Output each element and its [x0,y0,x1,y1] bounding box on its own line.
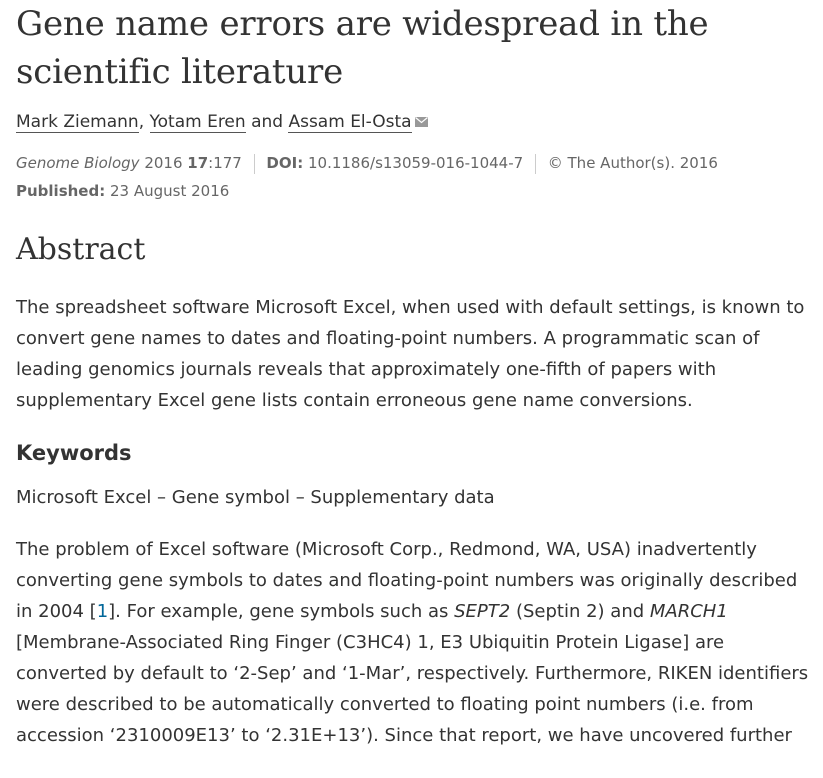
divider [254,154,255,174]
gene-symbol: SEPT2 [454,601,511,622]
body-paragraph [16,534,813,751]
keywords-list: Microsoft Excel – Gene symbol – Supplementary data [16,487,495,508]
body-text-segment: The problem of Excel software (Microsoft Corp., Redmond, WA, USA) inadvertently converting gene symbols to dates and floating-point numbers was originally described in 2004 [ [16,539,798,622]
body-text-segment: ]. For example, gene symbols such as [108,601,455,622]
author-link[interactable]: Mark Ziemann [16,112,139,132]
body-text-segment: [Membrane-Associated Ring Finger (C3HC4) 1, E3 Ubiquitin Protein Ligase] are converted by default to ‘2-Sep’ and ‘1-Mar’, respectively. Furthermore, RIKEN identifiers were described to be automatically converted to floating point numbers (i.e. from accession ‘2310009E13’ to ‘2.31E+13’). Since that report, we have uncovered further [16,632,809,746]
author-list [16,110,813,134]
article-number: :177 [208,154,242,172]
gene-symbol: MARCH1 [649,601,728,622]
author-separator: , [138,112,145,132]
doi-label: DOI: [266,154,304,172]
divider [535,154,536,174]
article-title: Gene name errors are widespread in the scientific literature [16,4,709,92]
doi-value: 10.1186/s13059-016-1044-7 [307,154,524,172]
published-date: 23 August 2016 [110,182,230,200]
copyright-notice: © The Author(s). 2016 [547,154,718,172]
mail-icon[interactable] [415,110,428,134]
body-text-segment: (Septin 2) and [510,601,650,622]
keywords-heading: Keywords [16,441,132,465]
published-info [16,182,813,200]
journal-name: Genome Biology [16,154,140,172]
publication-year: 2016 [144,154,183,172]
author-link[interactable]: Yotam Eren [149,112,246,132]
citation-meta [16,152,813,174]
volume-number: 17 [187,154,209,172]
abstract-heading: Abstract [16,232,146,267]
abstract-text: The spreadsheet software Microsoft Excel, when used with default settings, is known to convert gene names to dates and floating-point numbers. A programmatic scan of leading genomics journals reveals that approximately one-fifth of papers with supplementary Excel gene lists contain erroneous gene name conversions. [16,297,805,411]
author-link[interactable]: Assam El-Osta [288,112,412,132]
author-separator: and [251,112,284,132]
reference-link[interactable]: 1 [96,601,109,622]
published-label: Published: [16,182,106,200]
